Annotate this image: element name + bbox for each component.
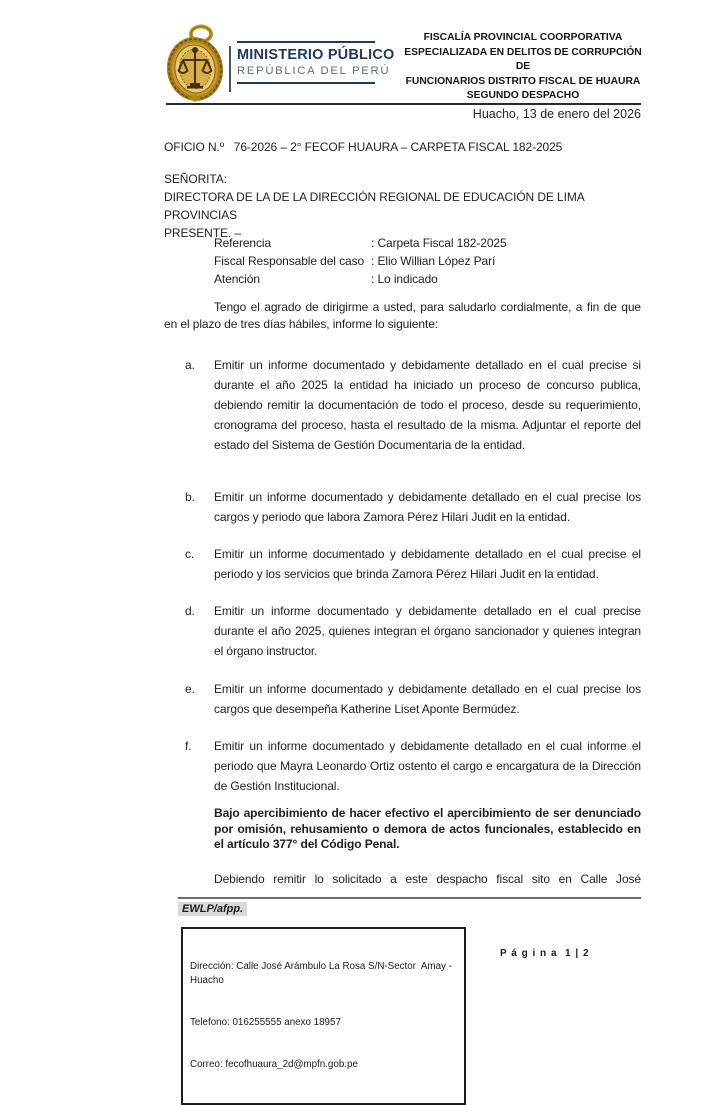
list-item-a [164, 355, 641, 455]
ministerio-publico-seal-icon [165, 24, 225, 102]
list-item-f [164, 736, 641, 796]
office-line: ESPECIALIZADA EN DELITOS DE CORRUPCIÓN DE [404, 46, 642, 73]
header-divider [229, 46, 231, 92]
item-label: f. [185, 739, 192, 753]
office-line: FUNCIONARIOS DISTRITO FISCAL DE HUAURA [405, 75, 641, 87]
wordmark-bottom-rule [237, 82, 375, 84]
item-text: Emitir un informe documentado y debidamente detallado en el cual informe el periodo que Mayra Leonardo Ortiz ostento el cargo e encargatura de la Dirección de Gestión Institucional. [214, 739, 641, 793]
list-item-c [164, 544, 641, 584]
phone-line: Telefono: 016255555 anexo 18957 [190, 1017, 341, 1028]
address-line: Dirección: Calle José Arámbulo La Rosa S/N-Sector Amay - Huacho [190, 961, 455, 986]
item-label: e. [185, 682, 195, 696]
page-number: P á g i n a 1 | 2 [500, 948, 590, 959]
oficio-number-line: OFICIO N.º 76-2026 – 2° FECOF HUAURA – CARPETA FISCAL 182-2025 [164, 140, 563, 154]
wordmark-top-rule [237, 41, 375, 43]
header-rule [166, 103, 641, 105]
item-label: a. [185, 358, 195, 372]
contact-box [181, 927, 466, 1105]
item-label: b. [185, 490, 195, 504]
ministry-name: MINISTERIO PÚBLICO [237, 47, 395, 63]
intro-paragraph: Tengo el agrado de dirigirme a usted, para saludarlo cordialmente, a fin de que en el plazo de tres días hábiles, informe lo siguiente: [164, 300, 641, 331]
office-line: FISCALÍA PROVINCIAL COORPORATIVA [423, 32, 623, 43]
date-line: Huacho, 13 de enero del 2026 [472, 107, 641, 121]
reference-value: : Carpeta Fiscal 182-2025 [371, 236, 507, 250]
item-label: c. [185, 547, 195, 561]
item-text: Emitir un informe documentado y debidamente detallado en el cual precise si durante el año 2025 la entidad ha iniciado un proceso de concurso publica, debiendo remitir la documentación de todo el proceso, desde su requerimiento, cronograma del proceso, hasta el resultado de la misma. Adjuntar el reporte del estado del Sistema de Gestión Documentaria de la entidad. [214, 358, 641, 452]
reference-label: Fiscal Responsable del caso [214, 254, 365, 268]
office-name-block [398, 31, 648, 104]
recipient-block [164, 170, 641, 242]
signature-rule [178, 897, 641, 899]
reference-row [164, 234, 641, 252]
reference-row [164, 270, 641, 288]
warning-paragraph: Bajo apercibimiento de hacer efectivo el apercibimiento de ser denunciado por omisión, rehusamiento o demora de actos funcionales, establecido en el artículo 377° del Código Penal. [214, 806, 641, 851]
item-text: Emitir un informe documentado y debidamente detallado en el cual precise los cargos y periodo que labora Zamora Pérez Hilari Judit en la entidad. [214, 490, 641, 524]
list-item-e [164, 679, 641, 719]
ministry-subtitle: REPÚBLICA DEL PERÚ [237, 65, 391, 77]
initials-line: EWLP/afpp. [178, 902, 247, 916]
item-text: Emitir un informe documentado y debidamente detallado en el cual precise el periodo y los servicios que brinda Zamora Pérez Hilari Judit en la entidad. [214, 547, 641, 581]
item-text: Emitir un informe documentado y debidamente detallado en el cual precise los cargos que desempeña Katherine Liset Aponte Bermúdez. [214, 682, 641, 716]
item-label: d. [185, 604, 195, 618]
item-text: Emitir un informe documentado y debidamente detallado en el cual precise durante el año 2025, quienes integran el órgano sancionador y quienes integran el órgano instructor. [214, 604, 641, 658]
reference-value: : Elio Willian López Parí [371, 254, 496, 268]
office-line: SEGUNDO DESPACHO [466, 90, 580, 102]
email-line: Correo: fecofhuaura_2d@mpfn.gob.pe [190, 1059, 358, 1070]
ministry-wordmark [237, 41, 395, 84]
list-item-b [164, 487, 641, 527]
recipient-title: DIRECTORA DE LA DE LA DIRECCIÓN REGIONAL DE EDUCACIÓN DE LIMA PROVINCIAS [164, 190, 585, 222]
reference-row [164, 252, 641, 270]
reference-value: : Lo indicado [371, 272, 438, 286]
list-item-d [164, 601, 641, 661]
reference-label: Referencia [214, 236, 272, 250]
reference-block [164, 234, 641, 288]
closing-paragraph: Debiendo remitir lo solicitado a este despacho fiscal sito en Calle José [214, 872, 641, 886]
recipient-salutation: SEÑORITA: [164, 172, 227, 186]
reference-label: Atención [214, 272, 260, 286]
recipient-presente: PRESENTE. – [164, 226, 241, 240]
